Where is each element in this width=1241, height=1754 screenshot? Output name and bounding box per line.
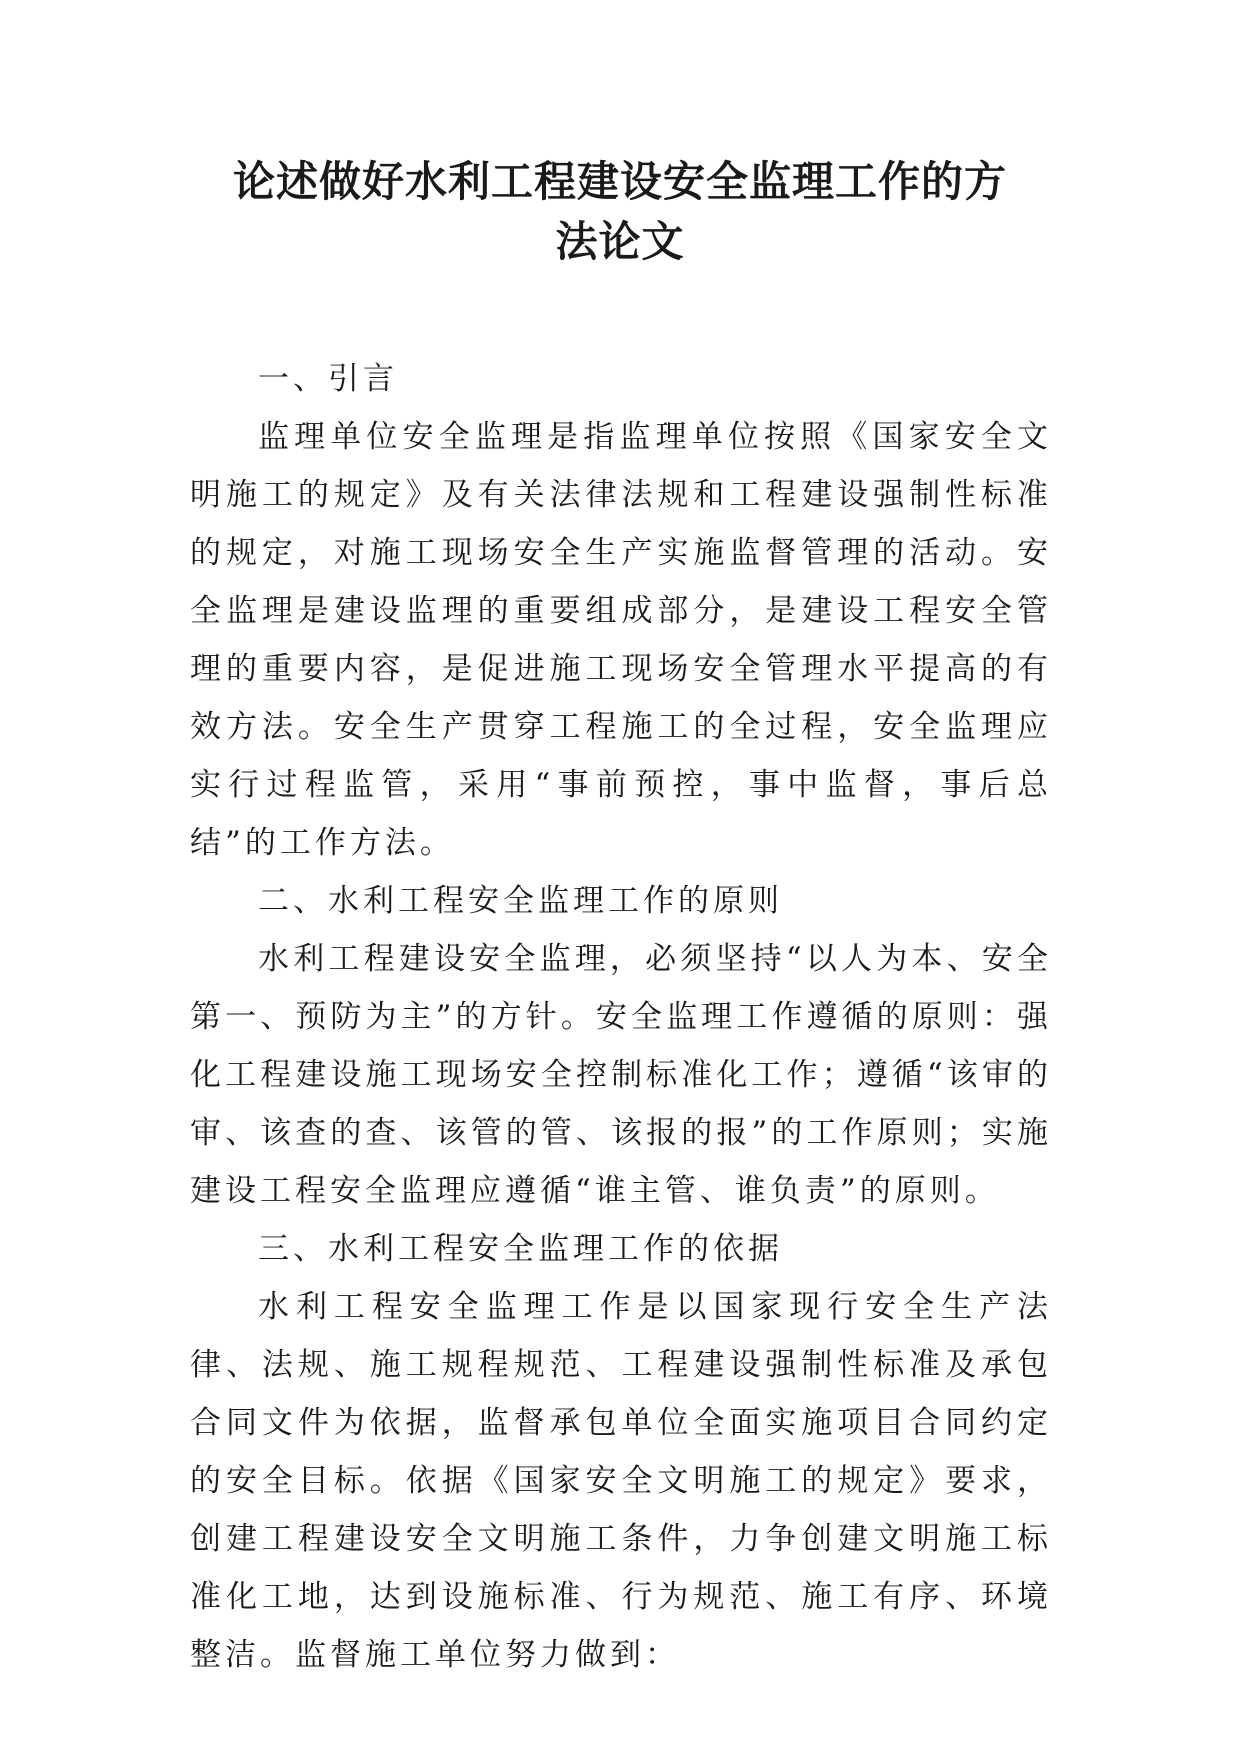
section-heading-introduction: 一、引言 [258, 361, 398, 397]
section-heading-principles: 二、水利工程安全监理工作的原则 [258, 883, 783, 919]
title-line-2: 法论文 [555, 217, 685, 266]
document-body [190, 350, 1052, 1684]
section-heading-basis: 三、水利工程安全监理工作的依据 [258, 1231, 783, 1267]
paragraph-principles: 水利工程建设安全监理，必须坚持“以人为本、安全第一、预防为主”的方针。安全监理工作遵循的原则：强化工程建设施工现场安全控制标准化工作；遵循“该审的审、该查的查、该管的管、该报的报”的工作原则；实施建设工程安全监理应遵循“谁主管、谁负责”的原则。 [190, 941, 1052, 1209]
paragraph-basis: 水利工程安全监理工作是以国家现行安全生产法律、法规、施工规程规范、工程建设强制性标准及承包合同文件为依据，监督承包单位全面实施项目合同约定的安全目标。依据《国家安全文明施工的规定》要求，创建工程建设安全文明施工条件，力争创建文明施工标准化工地，达到设施标准、行为规范、施工有序、环境整洁。监督施工单位努力做到： [190, 1289, 1052, 1673]
paragraph-introduction: 监理单位安全监理是指监理单位按照《国家安全文明施工的规定》及有关法律法规和工程建设强制性标准的规定，对施工现场安全生产实施监督管理的活动。安全监理是建设监理的重要组成部分，是建设工程安全管理的重要内容，是促进施工现场安全管理水平提高的有效方法。安全生产贯穿工程施工的全过程，安全监理应实行过程监管，采用“事前预控，事中监督，事后总结”的工作方法。 [190, 419, 1052, 861]
document-title [190, 152, 1050, 272]
title-line-1: 论述做好水利工程建设安全监理工作的方 [232, 157, 1007, 206]
